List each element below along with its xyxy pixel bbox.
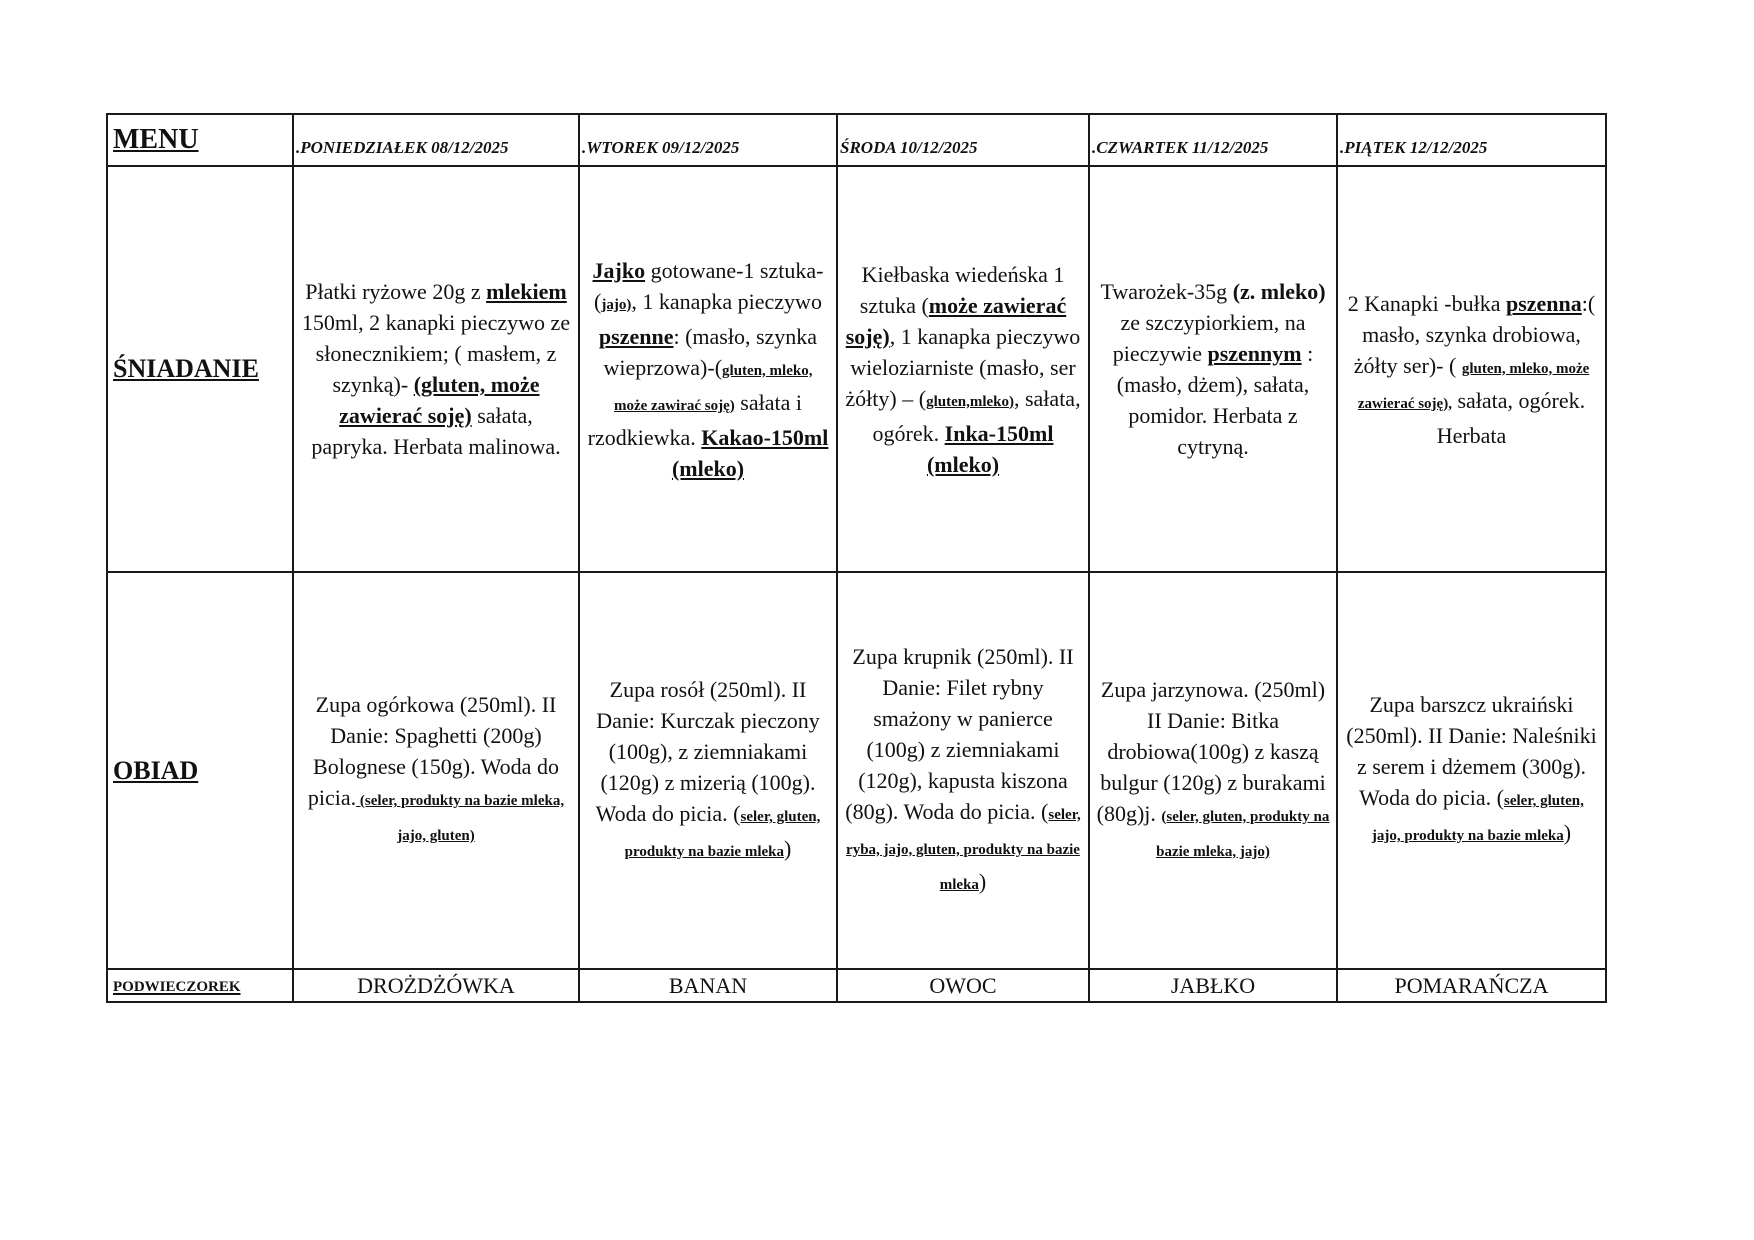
allergen-wheat: pszenna — [1505, 290, 1582, 316]
lunch-friday — [1337, 572, 1606, 969]
allergen-milk: mlekiem — [486, 279, 567, 304]
header-row — [107, 114, 1606, 166]
text-segment: Twarożek-35g — [1100, 279, 1233, 304]
text-segment: , sałata, ogórek. — [872, 385, 1081, 446]
day-header-friday: .PIĄTEK 12/12/2025 — [1337, 114, 1606, 166]
drink-note: Inka-150ml (mleko) — [926, 420, 1054, 477]
snack-label: PODWIECZOREK — [113, 979, 241, 995]
lunch-label: OBIAD — [113, 755, 199, 785]
text-segment: , 1 kanapka pieczywo — [631, 288, 822, 314]
text-segment: ) — [978, 868, 987, 894]
lunch-monday — [293, 572, 579, 969]
snack-tuesday: BANAN — [579, 969, 837, 1002]
snack-wednesday: OWOC — [837, 969, 1089, 1002]
breakfast-row — [107, 166, 1606, 572]
allergen-soy: może zawierać soję) — [845, 292, 1067, 349]
breakfast-friday — [1337, 166, 1606, 572]
lunch-label-cell — [107, 572, 293, 969]
text-segment: : (masło, dżem), sałata, pomidor. Herbata z cytryną. — [1116, 341, 1314, 459]
allergen-note: (gluten, może zawierać soję) — [339, 372, 540, 428]
text-segment: : (masło, szynka wieprzowa)-( — [603, 323, 818, 380]
text-segment: ) — [784, 835, 792, 861]
text-segment: Zupa rosół (250ml). II Danie: Kurczak pieczony (100g), z ziemniakami (120g) z mizerią (100g). Woda do picia. ( — [595, 676, 820, 826]
text-segment: :( masło, szynka drobiowa, żółty ser)- ( — [1353, 290, 1596, 378]
day-header-wednesday: ŚRODA 10/12/2025 — [837, 114, 1089, 166]
text-segment: Kiełbaska wiedeńska 1 sztuka ( — [859, 261, 1065, 318]
allergen-wheat: pszennym — [1207, 341, 1302, 366]
text-segment: Zupa ogórkowa (250ml). II Danie: Spaghetti (200g) Bolognese (150g). Woda do picia. — [307, 692, 559, 810]
text-segment: ) — [1563, 820, 1572, 845]
allergen-egg: Jajko — [592, 257, 646, 283]
snack-row — [107, 969, 1606, 1002]
text-segment: ze szczypiorkiem, na pieczywie — [1112, 310, 1306, 366]
text-segment: sałata i rzodkiewka. — [587, 389, 802, 450]
lunch-row — [107, 572, 1606, 969]
lunch-wednesday — [837, 572, 1089, 969]
text-segment: Zupa barszcz ukraiński (250ml). II Danie: Naleśniki z serem i dżemem (300g). Woda do picia. ( — [1346, 692, 1597, 810]
text-segment: sałata, ogórek. Herbata — [1436, 387, 1586, 448]
text-segment: sałata, papryka. Herbata malinowa. — [311, 403, 561, 459]
snack-label-cell — [107, 969, 293, 1002]
snack-monday: DROŻDŻÓWKA — [293, 969, 579, 1002]
allergen-note: gluten, mleko, może zawirać soję) — [614, 362, 813, 414]
day-header-tuesday: .WTOREK 09/12/2025 — [579, 114, 837, 166]
menu-label: MENU — [113, 124, 199, 155]
text-segment: Zupa jarzynowa. (250ml) II Danie: Bitka drobiowa(100g) z kaszą bulgur (120g) z burakami (80g)j. — [1096, 676, 1326, 826]
allergen-note: seler, gluten, produkty na bazie mleka — [624, 808, 821, 860]
weekly-menu-table — [106, 113, 1607, 1003]
text-segment: 150ml, 2 kanapki pieczywo ze słonecznikiem; ( masłem, z szynką)- — [301, 310, 571, 397]
breakfast-tuesday — [579, 166, 837, 572]
text-segment: , 1 kanapka pieczywo wieloziarniste (masło, ser żółty) – ( — [845, 323, 1081, 411]
allergen-milk: (z. mleko) — [1232, 279, 1326, 304]
allergen-note: seler, ryba, jajo, gluten, produkty na bazie mleka — [846, 806, 1081, 893]
text-segment: Płatki ryżowe 20g z — [305, 279, 487, 304]
breakfast-label-cell — [107, 166, 293, 572]
allergen-note: jajo) — [601, 296, 632, 313]
breakfast-label: ŚNIADANIE — [113, 354, 259, 383]
menu-label-cell — [107, 114, 293, 166]
breakfast-wednesday — [837, 166, 1089, 572]
snack-thursday: JABŁKO — [1089, 969, 1337, 1002]
allergen-note: seler, gluten, jajo, produkty na bazie mleka — [1371, 793, 1584, 844]
text-segment: Zupa krupnik (250ml). II Danie: Filet rybny smażony w panierce (100g) z ziemniakami (120g), kapusta kiszona (80g). Woda do picia. ( — [845, 643, 1074, 824]
allergen-wheat: pszenne — [598, 323, 674, 349]
allergen-note: gluten, mleko, może zawierać soję), — [1357, 360, 1590, 412]
breakfast-thursday — [1089, 166, 1337, 572]
day-header-thursday: .CZWARTEK 11/12/2025 — [1089, 114, 1337, 166]
text-segment: gotowane-1 sztuka- ( — [594, 257, 824, 314]
breakfast-monday — [293, 166, 579, 572]
lunch-tuesday — [579, 572, 837, 969]
snack-friday: POMARAŃCZA — [1337, 969, 1606, 1002]
allergen-note: (seler, gluten, produkty na bazie mleka, jajo) — [1156, 808, 1330, 860]
text-segment: 2 Kanapki -bułka — [1347, 290, 1506, 316]
allergen-note: gluten,mleko) — [926, 393, 1014, 410]
allergen-note: (seler, produkty na bazie mleka, jajo, gluten) — [356, 793, 565, 844]
day-header-monday: .PONIEDZIAŁEK 08/12/2025 — [293, 114, 579, 166]
drink-note: Kakao-150ml (mleko) — [671, 424, 829, 481]
lunch-thursday — [1089, 572, 1337, 969]
